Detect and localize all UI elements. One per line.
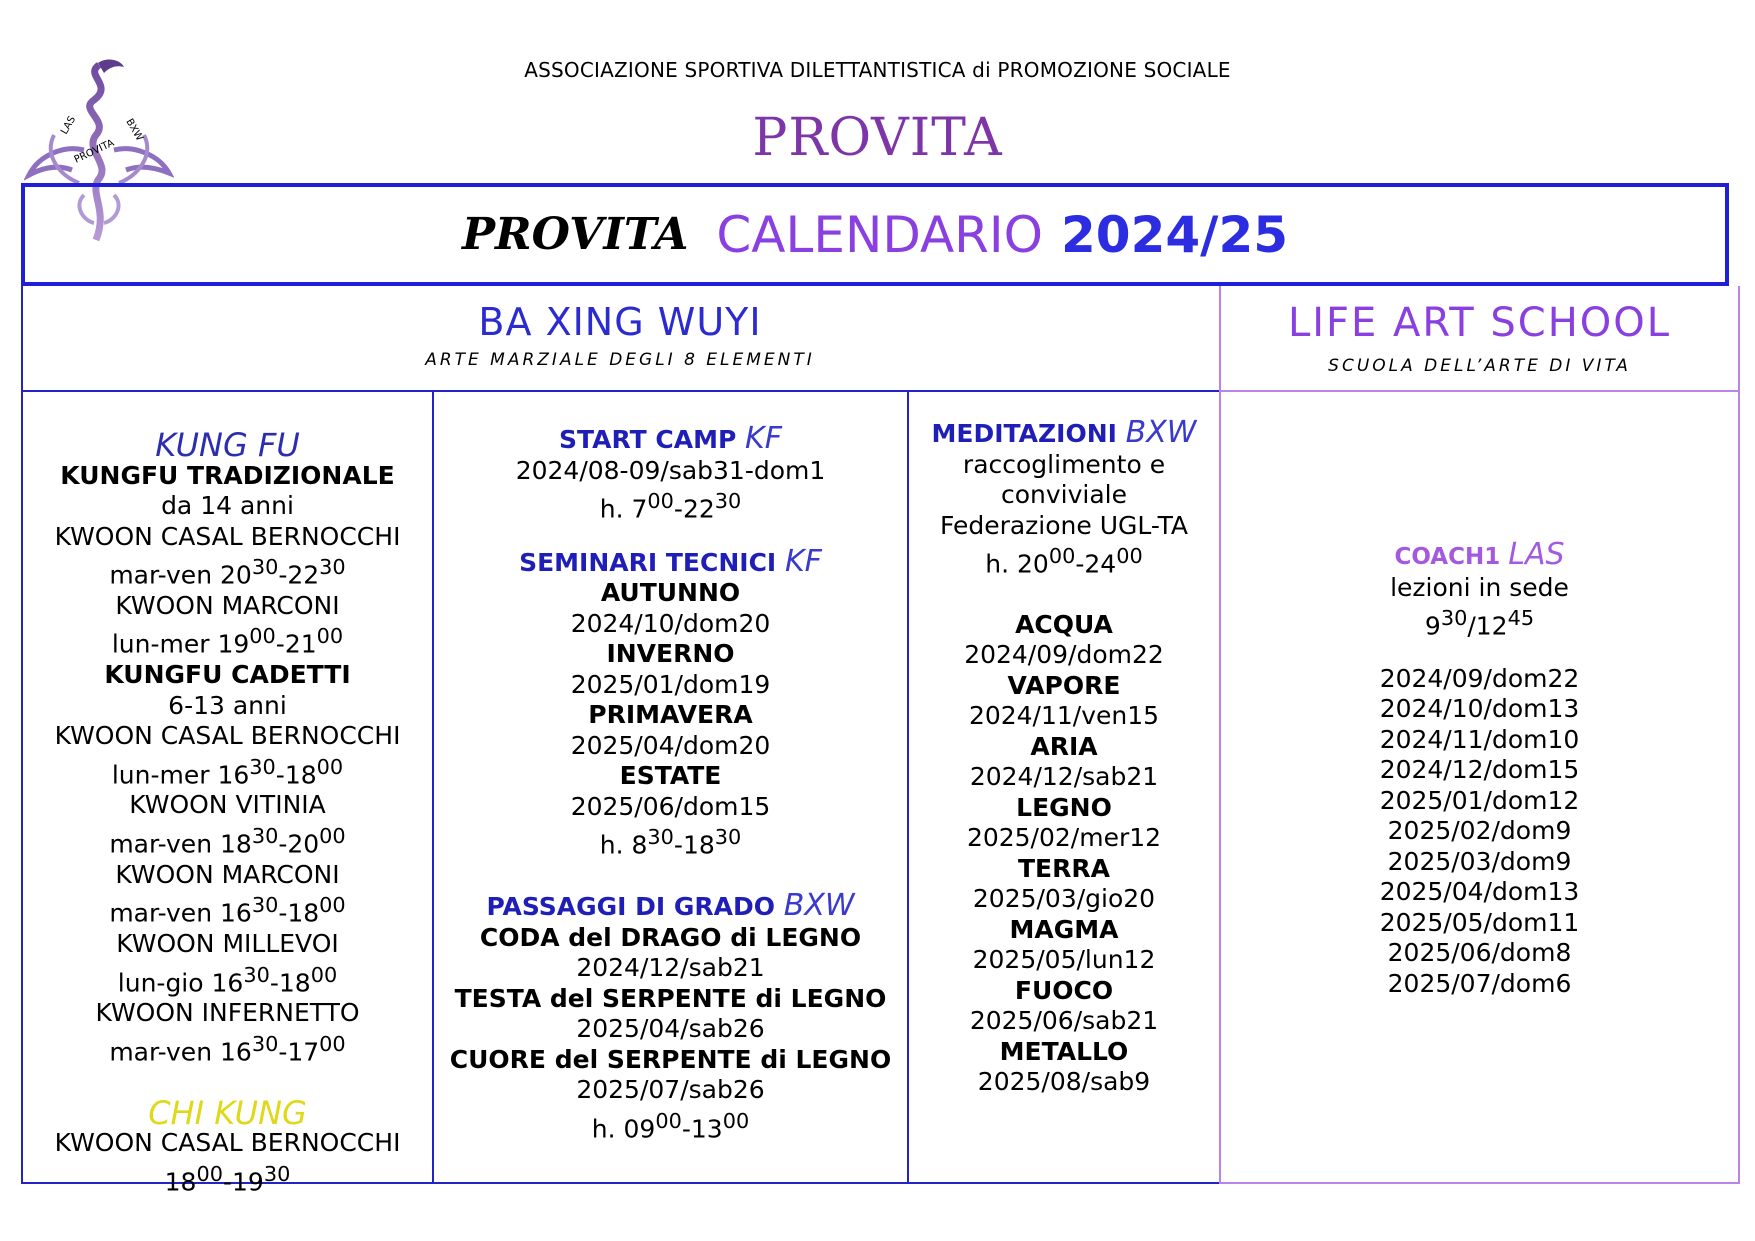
cad-4-time: lun-gio $16^{30}-18^{00}$ <box>117 962 338 997</box>
cad-1-time: lun-mer $16^{30}-18^{00}$ <box>111 754 344 789</box>
meditation-name: TERRA <box>1018 853 1110 883</box>
coach-date: 2025/01/dom12 <box>1379 785 1580 815</box>
meditation-name: METALLO <box>999 1036 1129 1066</box>
events-column <box>434 421 907 1144</box>
trad-1-place: KWOON CASAL BERNOCCHI <box>54 521 401 551</box>
meditation-heading: MEDITAZIONI BXW <box>931 415 1197 450</box>
meditation-desc-1: raccoglimento e <box>962 449 1166 479</box>
cad-3-place: KWOON MARCONI <box>115 859 340 889</box>
logo-text-bxw: BXW <box>123 117 145 143</box>
coach-time: $9^{30}/12^{45}$ <box>1424 606 1535 641</box>
seminars-heading: SEMINARI TECNICI KF <box>519 543 822 579</box>
coach-column <box>1221 537 1738 999</box>
table-border-right <box>1738 286 1740 1184</box>
grade-date: 2024/12/sab21 <box>576 953 765 983</box>
logo-text-provita: PROVITA <box>72 137 116 166</box>
seminar-date: 2025/06/dom15 <box>570 791 771 821</box>
meditation-desc-2: conviviale <box>1000 480 1127 509</box>
coach-date: 2025/05/dom11 <box>1379 907 1580 937</box>
association-name: ASSOCIAZIONE SPORTIVA DILETTANTISTICA di PROMOZIONE SOCIALE <box>524 58 1231 82</box>
meditation-date: 2025/02/mer12 <box>966 823 1162 853</box>
coach-date: 2024/11/dom10 <box>1379 724 1580 754</box>
grade-name: CUORE del SERPENTE di LEGNO <box>449 1044 892 1074</box>
bxw-subtitle: ARTE MARZIALE DEGLI 8 ELEMENTI <box>425 350 815 370</box>
seminar-name: ESTATE <box>619 761 722 791</box>
title-word: CALENDARIO <box>716 205 1044 264</box>
las-header <box>1221 300 1738 376</box>
cad-3-time: mar-ven $16^{30}-18^{00}$ <box>109 893 346 928</box>
calendar-title-box <box>21 183 1729 286</box>
camp-date: 2024/08-09/sab31-dom1 <box>515 455 826 485</box>
meditation-name: LEGNO <box>1016 792 1112 822</box>
seminar-date: 2024/10/dom20 <box>570 608 771 638</box>
seminar-name: AUTUNNO <box>600 578 741 608</box>
las-subtitle: SCUOLA DELL’ARTE DI VITA <box>1328 356 1631 376</box>
cad-2-time: mar-ven $18^{30}-20^{00}$ <box>109 823 346 859</box>
meditation-name: ACQUA <box>1015 609 1113 639</box>
coach-date: 2025/04/dom13 <box>1379 877 1580 907</box>
coach-date: 2024/12/dom15 <box>1379 755 1580 785</box>
trad-age: da 14 anni <box>161 491 294 520</box>
kungfu-column <box>23 426 432 1198</box>
trad-2-place: KWOON MARCONI <box>115 590 340 620</box>
seminar-name: INVERNO <box>606 639 735 669</box>
meditation-name: FUOCO <box>1014 975 1114 1005</box>
trad-2-time: lun-mer $19^{00}-21^{00}$ <box>111 624 344 659</box>
las-border-bottom <box>1219 1182 1740 1184</box>
grade-date: 2025/07/sab26 <box>576 1075 765 1105</box>
grade-name: CODA del DRAGO di LEGNO <box>479 922 862 952</box>
coach-date: 2025/03/dom9 <box>1387 846 1572 876</box>
seminar-time: h. $8^{30}-18^{30}$ <box>599 825 742 860</box>
title-brand: PROVITA <box>461 209 689 260</box>
cad-5-place: KWOON INFERNETTO <box>95 998 360 1028</box>
chi-time: $18^{00}-19^{30}$ <box>164 1161 291 1197</box>
meditation-date: 2025/03/gio20 <box>972 884 1156 914</box>
las-title: LIFE ART SCHOOL <box>1287 300 1672 346</box>
coach-date: 2024/10/dom13 <box>1379 694 1580 724</box>
trad-title: KUNGFU TRADIZIONALE <box>60 460 395 490</box>
table-divider-header <box>21 390 1219 392</box>
meditation-name: VAPORE <box>1007 670 1121 700</box>
meditation-date: 2024/12/sab21 <box>969 762 1159 792</box>
meditation-column <box>909 415 1219 1098</box>
coach-desc: lezioni in sede <box>1390 572 1569 602</box>
seminar-name: PRIMAVERA <box>588 700 753 730</box>
meditation-name: ARIA <box>1030 731 1098 761</box>
title-year: 2024/25 <box>1061 205 1289 264</box>
meditation-name: MAGMA <box>1009 914 1119 944</box>
coach-date: 2025/02/dom9 <box>1387 816 1572 846</box>
trad-1-time: mar-ven $20^{30}-22^{30}$ <box>109 555 346 590</box>
seminar-date: 2025/04/dom20 <box>570 730 771 760</box>
chi-place: KWOON CASAL BERNOCCHI <box>54 1128 401 1158</box>
meditation-date: 2024/11/ven15 <box>968 701 1160 731</box>
kungfu-heading: KUNG FU <box>155 426 300 464</box>
bxw-title: BA XING WUYI <box>478 300 762 344</box>
meditation-time: h. $20^{00}-24^{00}$ <box>985 544 1143 579</box>
grades-heading: PASSAGGI DI GRADO BXW <box>486 888 855 924</box>
brand-title: PROVITA <box>752 108 1003 168</box>
cad-title: KUNGFU CADETTI <box>104 660 351 690</box>
coach-heading: COACH1 LAS <box>1394 537 1565 572</box>
logo-text-las: LAS <box>59 114 79 137</box>
meditation-date: 2025/06/sab21 <box>969 1006 1159 1036</box>
coach-date: 2024/09/dom22 <box>1379 663 1580 693</box>
cad-4-place: KWOON MILLEVOI <box>116 929 339 959</box>
cad-1-place: KWOON CASAL BERNOCCHI <box>54 721 401 751</box>
las-divider-header <box>1219 390 1740 392</box>
bxw-header <box>21 300 1219 370</box>
cad-5-time: mar-ven $16^{30}-17^{00}$ <box>109 1031 346 1067</box>
cad-2-place: KWOON VITINIA <box>129 790 326 820</box>
chikung-heading: CHI KUNG <box>148 1093 307 1132</box>
camp-heading: START CAMP KF <box>559 421 782 456</box>
grade-time: h. $09^{00}-13^{00}$ <box>591 1108 750 1143</box>
seminar-date: 2025/01/dom19 <box>570 669 771 699</box>
meditation-date: 2025/05/lun12 <box>972 945 1156 975</box>
camp-time: h. $7^{00}-22^{30}$ <box>599 489 742 524</box>
grade-date: 2025/04/sab26 <box>576 1014 765 1044</box>
coach-date: 2025/07/dom6 <box>1387 968 1572 998</box>
grade-name: TESTA del SERPENTE di LEGNO <box>454 983 887 1013</box>
cad-age: 6-13 anni <box>168 690 287 720</box>
meditation-date: 2025/08/sab9 <box>977 1067 1151 1097</box>
meditation-date: 2024/09/dom22 <box>964 640 1164 670</box>
meditation-desc-3: Federazione UGL-TA <box>939 510 1189 540</box>
coach-date: 2025/06/dom8 <box>1387 938 1572 968</box>
